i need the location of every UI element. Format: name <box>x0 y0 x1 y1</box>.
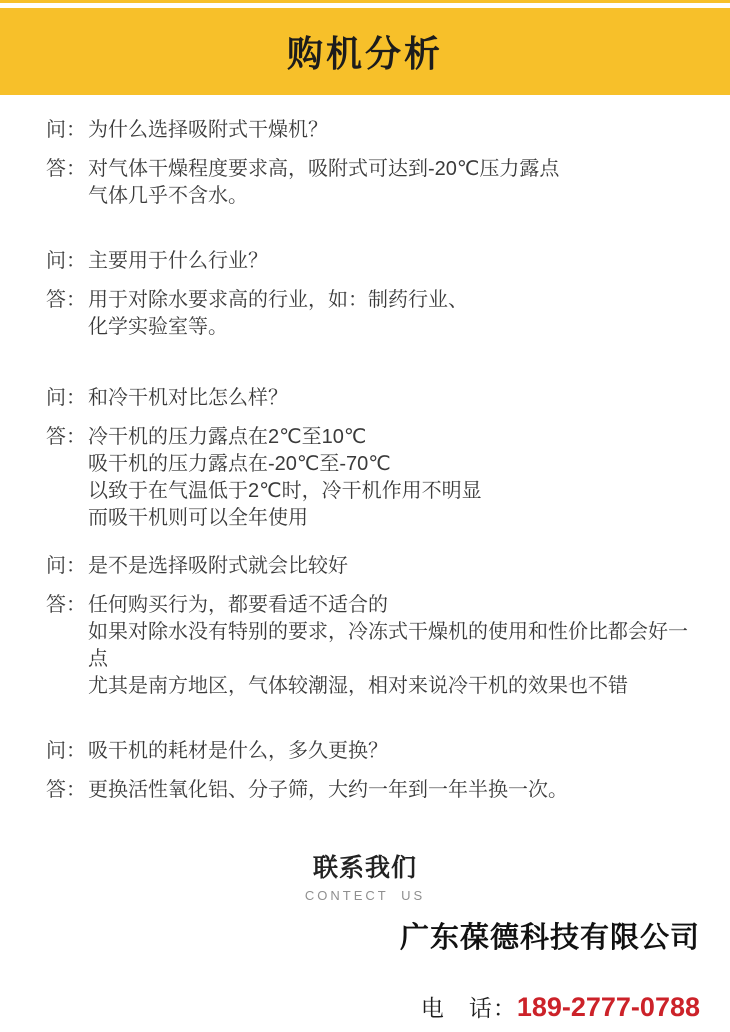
answer-line: 而吸干机则可以全年使用 <box>88 507 308 529</box>
title-banner <box>0 8 730 95</box>
question-text <box>88 385 288 412</box>
question-label: 问： <box>46 387 86 409</box>
question-text <box>88 553 348 580</box>
question-line: 主要用于什么行业？ <box>88 250 268 272</box>
qa-section-5 <box>46 738 700 804</box>
answer-row <box>46 777 700 804</box>
answer-row <box>46 287 700 341</box>
question-line: 吸干机的耗材是什么，多久更换？ <box>88 740 388 762</box>
answer-label: 答： <box>46 779 86 801</box>
answer-label: 答： <box>46 594 86 616</box>
question-line: 为什么选择吸附式干燥机？ <box>88 119 328 141</box>
answer-line: 更换活性氧化铝、分子筛，大约一年到一年半换一次。 <box>88 779 568 801</box>
question-line: 是不是选择吸附式就会比较好 <box>88 555 348 577</box>
answer-text <box>88 777 568 804</box>
question-row <box>46 385 700 412</box>
answer-line: 如果对除水没有特别的要求，冷冻式干燥机的使用和性价比都会好一点 <box>88 621 688 670</box>
answer-line: 冷干机的压力露点在2℃至10℃ <box>88 426 367 448</box>
question-text <box>88 738 388 765</box>
qa-section-3 <box>46 385 700 532</box>
question-label: 问： <box>46 119 86 141</box>
qa-section-1 <box>46 117 700 210</box>
question-text <box>88 117 328 144</box>
answer-label: 答： <box>46 289 86 311</box>
question-label: 问： <box>46 250 86 272</box>
phone-label: 电 话： <box>420 995 517 1021</box>
answer-row <box>46 156 700 210</box>
qa-section-4 <box>46 553 700 700</box>
qa-section-2 <box>46 248 700 341</box>
answer-label: 答： <box>46 426 86 448</box>
phone-row <box>0 990 730 1023</box>
question-line: 和冷干机对比怎么样？ <box>88 387 288 409</box>
answer-line: 以致于在气温低于2℃时，冷干机作用不明显 <box>88 480 482 502</box>
contact-subtitle: CONTECT US <box>304 888 426 903</box>
question-row <box>46 117 700 144</box>
answer-line: 对气体干燥程度要求高，吸附式可达到-20℃压力露点 <box>88 158 560 180</box>
answer-text <box>88 287 468 341</box>
question-text <box>88 248 268 275</box>
question-row <box>46 553 700 580</box>
qa-content <box>0 95 730 804</box>
answer-text <box>88 592 700 700</box>
phone-number: 189-2777-0788 <box>516 992 700 1022</box>
answer-text <box>88 424 482 532</box>
top-yellow-strip <box>0 0 730 8</box>
question-row <box>46 248 700 275</box>
question-label: 问： <box>46 555 86 577</box>
contact-section <box>0 848 730 1023</box>
company-name: 广东葆德科技有限公司 <box>399 922 700 954</box>
answer-text <box>88 156 559 210</box>
answer-line: 气体几乎不含水。 <box>88 185 248 207</box>
question-label: 问： <box>46 740 86 762</box>
contact-title: 联系我们 <box>312 854 417 882</box>
contact-heading <box>0 848 730 903</box>
answer-line: 吸干机的压力露点在-20℃至-70℃ <box>88 453 391 475</box>
question-row <box>46 738 700 765</box>
answer-line: 尤其是南方地区，气体较潮湿，相对来说冷干机的效果也不错 <box>88 675 628 697</box>
answer-row <box>46 424 700 532</box>
answer-row <box>46 592 700 700</box>
page-title: 购机分析 <box>286 33 443 74</box>
answer-line: 用于对除水要求高的行业，如：制药行业、 <box>88 289 468 311</box>
answer-line: 化学实验室等。 <box>88 316 228 338</box>
answer-line: 任何购买行为，都要看适不适合的 <box>88 594 388 616</box>
answer-label: 答： <box>46 158 86 180</box>
